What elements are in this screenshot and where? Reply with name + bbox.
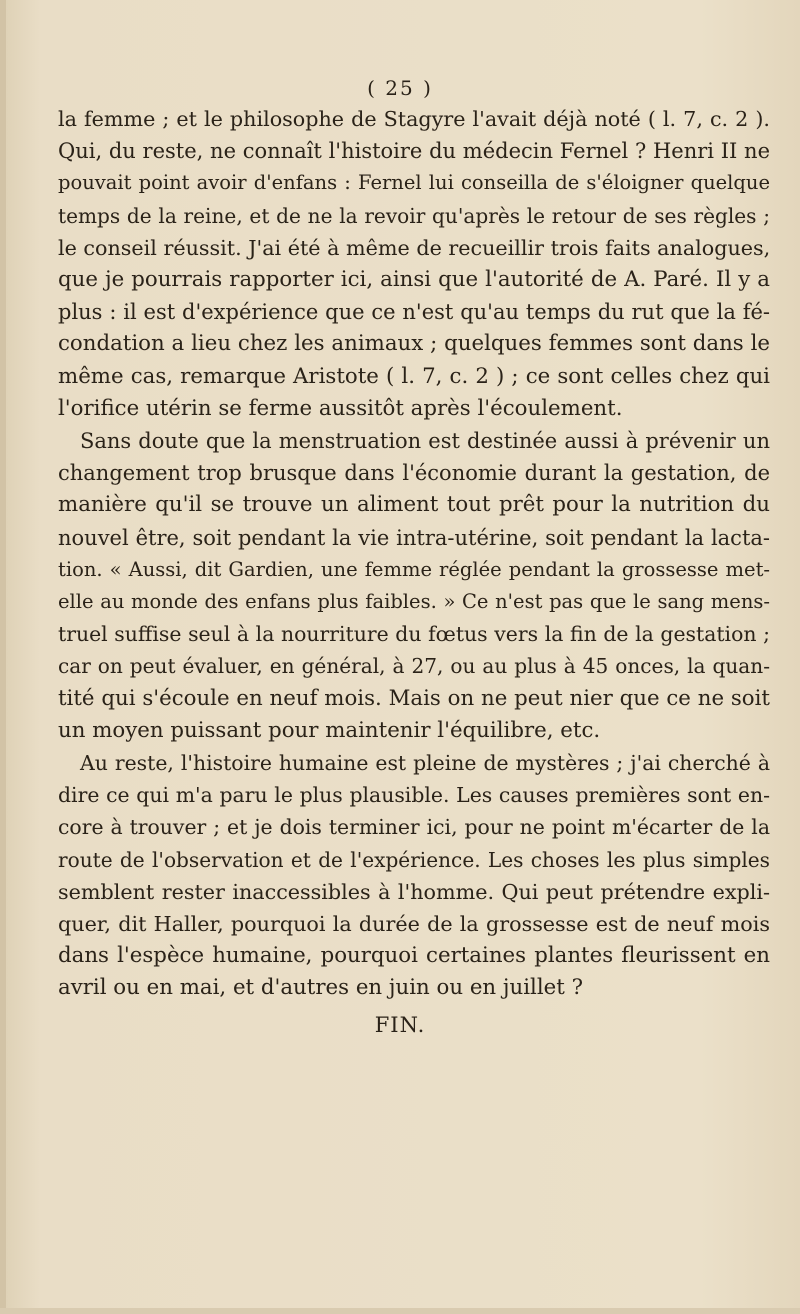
text-line: avril ou en mai, et d'autres en juin ou en juillet ? — [58, 975, 584, 1001]
text-line: dire ce qui m'a paru le plus plausible. Les causes premières sont en- — [58, 783, 770, 808]
text-line: car on peut évaluer, en général, à 27, ou au plus à 45 onces, la quan- — [58, 654, 770, 679]
text-line: tité qui s'écoule en neuf mois. Mais on ne peut nier que ce ne soit — [58, 685, 770, 711]
text-line: elle au monde des enfans plus faibles. » Ce n'est pas que le sang mens- — [58, 590, 770, 614]
fin-label: FIN. — [374, 1013, 426, 1037]
text-line: changement trop brusque dans l'économie durant la gestation, de — [58, 461, 770, 486]
page-binding-edge — [0, 0, 6, 1314]
text-line: même cas, remarque Aristote ( l. 7, c. 2 ) ; ce sont celles chez qui — [58, 363, 770, 389]
text-line: un moyen puissant pour maintenir l'équilibre, etc. — [58, 717, 601, 743]
text-line: quer, dit Haller, pourquoi la durée de la grossesse est de neuf mois — [58, 912, 770, 937]
text-line: dans l'espèce humaine, pourquoi certaines plantes fleurissent en — [58, 943, 770, 969]
text-line: condation a lieu chez les animaux ; quelques femmes sont dans le — [58, 331, 770, 357]
text-line: manière qu'il se trouve un aliment tout prêt pour la nutrition du — [58, 492, 770, 518]
text-line: plus : il est d'expérience que ce n'est qu'au temps du rut que la fé- — [58, 300, 770, 325]
text-line: truel suffise seul à la nourriture du fœtus vers la fin de la gestation ; — [58, 622, 770, 647]
text-line: l'orifice utérin se ferme aussitôt après l'écoulement. — [58, 395, 623, 421]
text-line: nouvel être, soit pendant la vie intra-utérine, soit pendant la lacta- — [58, 525, 770, 550]
text-line: core à trouver ; et je dois terminer ici, pour ne point m'écarter de la — [58, 815, 770, 840]
text-line: Sans doute que la menstruation est destinée aussi à prévenir un — [80, 429, 770, 454]
text-line: Au reste, l'histoire humaine est pleine de mystères ; j'ai cherché à — [80, 751, 770, 776]
body-text — [58, 103, 770, 1005]
text-line: le conseil réussit. J'ai été à même de recueillir trois faits analogues, — [58, 235, 771, 260]
text-line: route de l'observation et de l'expérience. Les choses les plus simples — [58, 847, 770, 872]
text-line: pouvait point avoir d'enfans : Fernel lui conseilla de s'éloigner quelque — [58, 171, 770, 195]
text-line: temps de la reine, et de ne la revoir qu'après le retour de ses règles ; — [58, 203, 770, 228]
text-line: la femme ; et le philosophe de Stagyre l'avait déjà noté ( l. 7, c. 2 ). — [58, 107, 770, 131]
text-line: que je pourrais rapporter ici, ainsi que l'autorité de A. Paré. Il y a — [58, 267, 770, 293]
page-bottom-edge — [0, 1308, 800, 1314]
text-line: Qui, du reste, ne connaît l'histoire du médecin Fernel ? Henri II ne — [58, 139, 770, 164]
text-line: tion. « Aussi, dit Gardien, une femme réglée pendant la grossesse met- — [58, 557, 770, 581]
text-line: semblent rester inaccessibles à l'homme. Qui peut prétendre expli- — [58, 879, 770, 904]
page-number: ( 25 ) — [367, 76, 433, 100]
